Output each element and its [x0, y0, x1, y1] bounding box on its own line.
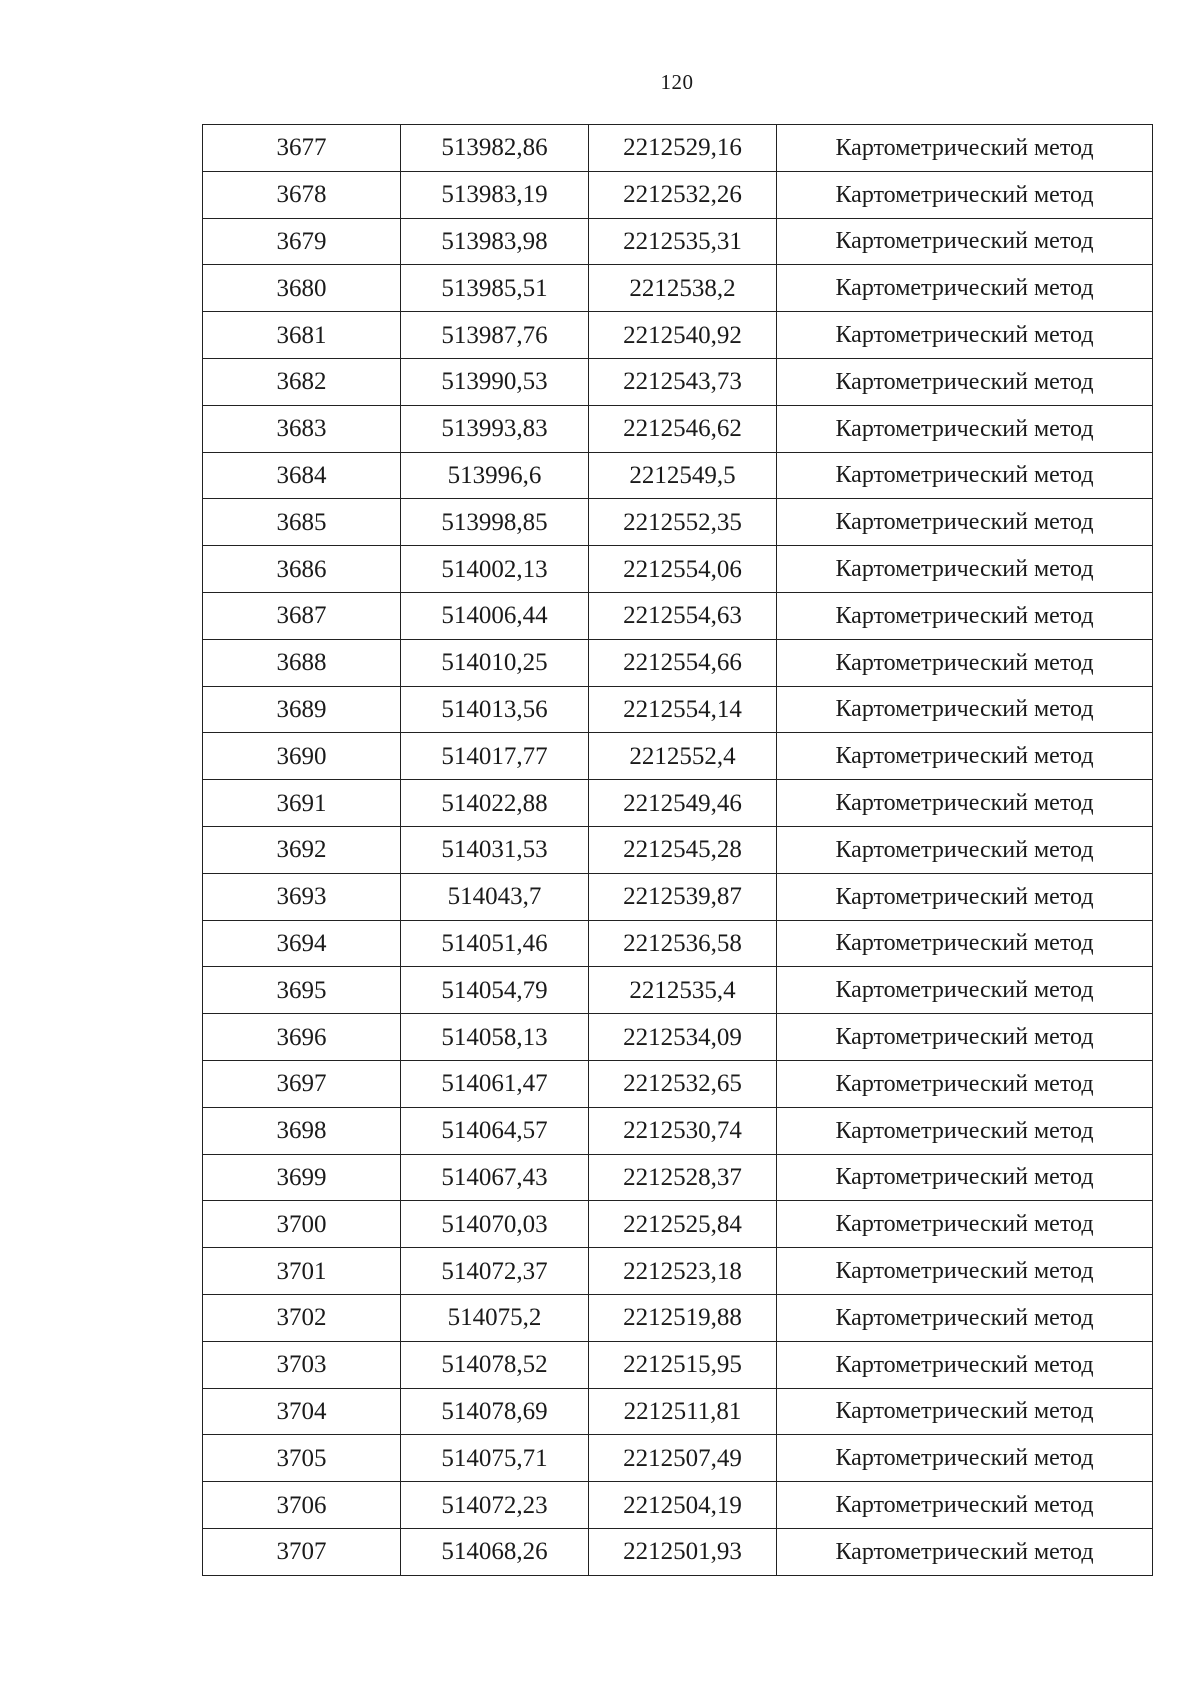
- table-row: [203, 686, 1153, 733]
- point-number-cell: 3706: [203, 1482, 401, 1529]
- x-coordinate-cell: 513983,19: [401, 171, 589, 218]
- point-number-cell: 3689: [203, 686, 401, 733]
- x-coordinate-cell: 514075,71: [401, 1435, 589, 1482]
- y-coordinate-cell: 2212552,35: [589, 499, 777, 546]
- y-coordinate-cell: 2212504,19: [589, 1482, 777, 1529]
- method-cell: Картометрический метод: [777, 1341, 1153, 1388]
- x-coordinate-cell: 514017,77: [401, 733, 589, 780]
- y-coordinate-cell: 2212511,81: [589, 1388, 777, 1435]
- table-row: [203, 358, 1153, 405]
- point-number-cell: 3692: [203, 826, 401, 873]
- method-cell: Картометрический метод: [777, 1014, 1153, 1061]
- table-row: [203, 1154, 1153, 1201]
- method-cell: Картометрический метод: [777, 1248, 1153, 1295]
- method-cell: Картометрический метод: [777, 452, 1153, 499]
- method-cell: Картометрический метод: [777, 733, 1153, 780]
- table-row: [203, 546, 1153, 593]
- method-cell: Картометрический метод: [777, 1154, 1153, 1201]
- x-coordinate-cell: 514072,23: [401, 1482, 589, 1529]
- method-cell: Картометрический метод: [777, 1528, 1153, 1575]
- y-coordinate-cell: 2212536,58: [589, 920, 777, 967]
- x-coordinate-cell: 514022,88: [401, 780, 589, 827]
- table-row: [203, 780, 1153, 827]
- y-coordinate-cell: 2212532,65: [589, 1060, 777, 1107]
- point-number-cell: 3695: [203, 967, 401, 1014]
- method-cell: Картометрический метод: [777, 171, 1153, 218]
- point-number-cell: 3694: [203, 920, 401, 967]
- x-coordinate-cell: 514078,52: [401, 1341, 589, 1388]
- method-cell: Картометрический метод: [777, 1201, 1153, 1248]
- table-row: [203, 826, 1153, 873]
- table-row: [203, 125, 1153, 172]
- table-row: [203, 405, 1153, 452]
- y-coordinate-cell: 2212515,95: [589, 1341, 777, 1388]
- x-coordinate-cell: 514006,44: [401, 592, 589, 639]
- table-row: [203, 592, 1153, 639]
- point-number-cell: 3705: [203, 1435, 401, 1482]
- x-coordinate-cell: 513982,86: [401, 125, 589, 172]
- y-coordinate-cell: 2212532,26: [589, 171, 777, 218]
- table-row: [203, 967, 1153, 1014]
- x-coordinate-cell: 513998,85: [401, 499, 589, 546]
- x-coordinate-cell: 514058,13: [401, 1014, 589, 1061]
- point-number-cell: 3704: [203, 1388, 401, 1435]
- y-coordinate-cell: 2212529,16: [589, 125, 777, 172]
- table-row: [203, 1201, 1153, 1248]
- point-number-cell: 3678: [203, 171, 401, 218]
- y-coordinate-cell: 2212539,87: [589, 873, 777, 920]
- point-number-cell: 3703: [203, 1341, 401, 1388]
- point-number-cell: 3690: [203, 733, 401, 780]
- table-row: [203, 1528, 1153, 1575]
- x-coordinate-cell: 514070,03: [401, 1201, 589, 1248]
- point-number-cell: 3683: [203, 405, 401, 452]
- table-row: [203, 920, 1153, 967]
- x-coordinate-cell: 513987,76: [401, 312, 589, 359]
- point-number-cell: 3699: [203, 1154, 401, 1201]
- y-coordinate-cell: 2212540,92: [589, 312, 777, 359]
- y-coordinate-cell: 2212507,49: [589, 1435, 777, 1482]
- point-number-cell: 3677: [203, 125, 401, 172]
- x-coordinate-cell: 513983,98: [401, 218, 589, 265]
- y-coordinate-cell: 2212525,84: [589, 1201, 777, 1248]
- y-coordinate-cell: 2212501,93: [589, 1528, 777, 1575]
- y-coordinate-cell: 2212519,88: [589, 1294, 777, 1341]
- y-coordinate-cell: 2212528,37: [589, 1154, 777, 1201]
- point-number-cell: 3698: [203, 1107, 401, 1154]
- method-cell: Картометрический метод: [777, 265, 1153, 312]
- method-cell: Картометрический метод: [777, 1107, 1153, 1154]
- y-coordinate-cell: 2212552,4: [589, 733, 777, 780]
- y-coordinate-cell: 2212523,18: [589, 1248, 777, 1295]
- method-cell: Картометрический метод: [777, 873, 1153, 920]
- table-row: [203, 218, 1153, 265]
- method-cell: Картометрический метод: [777, 1435, 1153, 1482]
- x-coordinate-cell: 514010,25: [401, 639, 589, 686]
- method-cell: Картометрический метод: [777, 218, 1153, 265]
- x-coordinate-cell: 513996,6: [401, 452, 589, 499]
- y-coordinate-cell: 2212554,66: [589, 639, 777, 686]
- method-cell: Картометрический метод: [777, 499, 1153, 546]
- table-row: [203, 312, 1153, 359]
- method-cell: Картометрический метод: [777, 1482, 1153, 1529]
- y-coordinate-cell: 2212554,06: [589, 546, 777, 593]
- method-cell: Картометрический метод: [777, 780, 1153, 827]
- x-coordinate-cell: 513985,51: [401, 265, 589, 312]
- point-number-cell: 3700: [203, 1201, 401, 1248]
- x-coordinate-cell: 514051,46: [401, 920, 589, 967]
- point-number-cell: 3684: [203, 452, 401, 499]
- y-coordinate-cell: 2212549,46: [589, 780, 777, 827]
- y-coordinate-cell: 2212545,28: [589, 826, 777, 873]
- y-coordinate-cell: 2212538,2: [589, 265, 777, 312]
- point-number-cell: 3681: [203, 312, 401, 359]
- y-coordinate-cell: 2212534,09: [589, 1014, 777, 1061]
- coordinates-table: [202, 124, 1153, 1576]
- method-cell: Картометрический метод: [777, 826, 1153, 873]
- table-row: [203, 499, 1153, 546]
- point-number-cell: 3682: [203, 358, 401, 405]
- method-cell: Картометрический метод: [777, 686, 1153, 733]
- x-coordinate-cell: 514072,37: [401, 1248, 589, 1295]
- point-number-cell: 3702: [203, 1294, 401, 1341]
- method-cell: Картометрический метод: [777, 967, 1153, 1014]
- point-number-cell: 3697: [203, 1060, 401, 1107]
- table-row: [203, 1014, 1153, 1061]
- table-row: [203, 1294, 1153, 1341]
- y-coordinate-cell: 2212546,62: [589, 405, 777, 452]
- point-number-cell: 3685: [203, 499, 401, 546]
- y-coordinate-cell: 2212549,5: [589, 452, 777, 499]
- table-row: [203, 1341, 1153, 1388]
- x-coordinate-cell: 514075,2: [401, 1294, 589, 1341]
- method-cell: Картометрический метод: [777, 1294, 1153, 1341]
- point-number-cell: 3693: [203, 873, 401, 920]
- point-number-cell: 3688: [203, 639, 401, 686]
- x-coordinate-cell: 513990,53: [401, 358, 589, 405]
- method-cell: Картометрический метод: [777, 312, 1153, 359]
- method-cell: Картометрический метод: [777, 546, 1153, 593]
- table-row: [203, 1435, 1153, 1482]
- point-number-cell: 3686: [203, 546, 401, 593]
- y-coordinate-cell: 2212535,4: [589, 967, 777, 1014]
- table-row: [203, 265, 1153, 312]
- x-coordinate-cell: 514064,57: [401, 1107, 589, 1154]
- table-row: [203, 1060, 1153, 1107]
- x-coordinate-cell: 514068,26: [401, 1528, 589, 1575]
- method-cell: Картометрический метод: [777, 405, 1153, 452]
- y-coordinate-cell: 2212554,63: [589, 592, 777, 639]
- table-row: [203, 873, 1153, 920]
- point-number-cell: 3696: [203, 1014, 401, 1061]
- page-number: 120: [660, 70, 694, 94]
- table-row: [203, 1107, 1153, 1154]
- method-cell: Картометрический метод: [777, 592, 1153, 639]
- y-coordinate-cell: 2212554,14: [589, 686, 777, 733]
- method-cell: Картометрический метод: [777, 358, 1153, 405]
- method-cell: Картометрический метод: [777, 920, 1153, 967]
- table-row: [203, 452, 1153, 499]
- table-row: [203, 639, 1153, 686]
- table-row: [203, 171, 1153, 218]
- table-row: [203, 1388, 1153, 1435]
- method-cell: Картометрический метод: [777, 125, 1153, 172]
- coordinates-table-body: [203, 125, 1153, 1576]
- point-number-cell: 3691: [203, 780, 401, 827]
- x-coordinate-cell: 514061,47: [401, 1060, 589, 1107]
- y-coordinate-cell: 2212543,73: [589, 358, 777, 405]
- x-coordinate-cell: 514013,56: [401, 686, 589, 733]
- x-coordinate-cell: 514054,79: [401, 967, 589, 1014]
- point-number-cell: 3701: [203, 1248, 401, 1295]
- method-cell: Картометрический метод: [777, 1060, 1153, 1107]
- point-number-cell: 3687: [203, 592, 401, 639]
- table-row: [203, 733, 1153, 780]
- point-number-cell: 3680: [203, 265, 401, 312]
- x-coordinate-cell: 514002,13: [401, 546, 589, 593]
- method-cell: Картометрический метод: [777, 1388, 1153, 1435]
- x-coordinate-cell: 514067,43: [401, 1154, 589, 1201]
- x-coordinate-cell: 514078,69: [401, 1388, 589, 1435]
- y-coordinate-cell: 2212535,31: [589, 218, 777, 265]
- table-row: [203, 1482, 1153, 1529]
- x-coordinate-cell: 514031,53: [401, 826, 589, 873]
- y-coordinate-cell: 2212530,74: [589, 1107, 777, 1154]
- point-number-cell: 3707: [203, 1528, 401, 1575]
- point-number-cell: 3679: [203, 218, 401, 265]
- method-cell: Картометрический метод: [777, 639, 1153, 686]
- x-coordinate-cell: 514043,7: [401, 873, 589, 920]
- x-coordinate-cell: 513993,83: [401, 405, 589, 452]
- table-row: [203, 1248, 1153, 1295]
